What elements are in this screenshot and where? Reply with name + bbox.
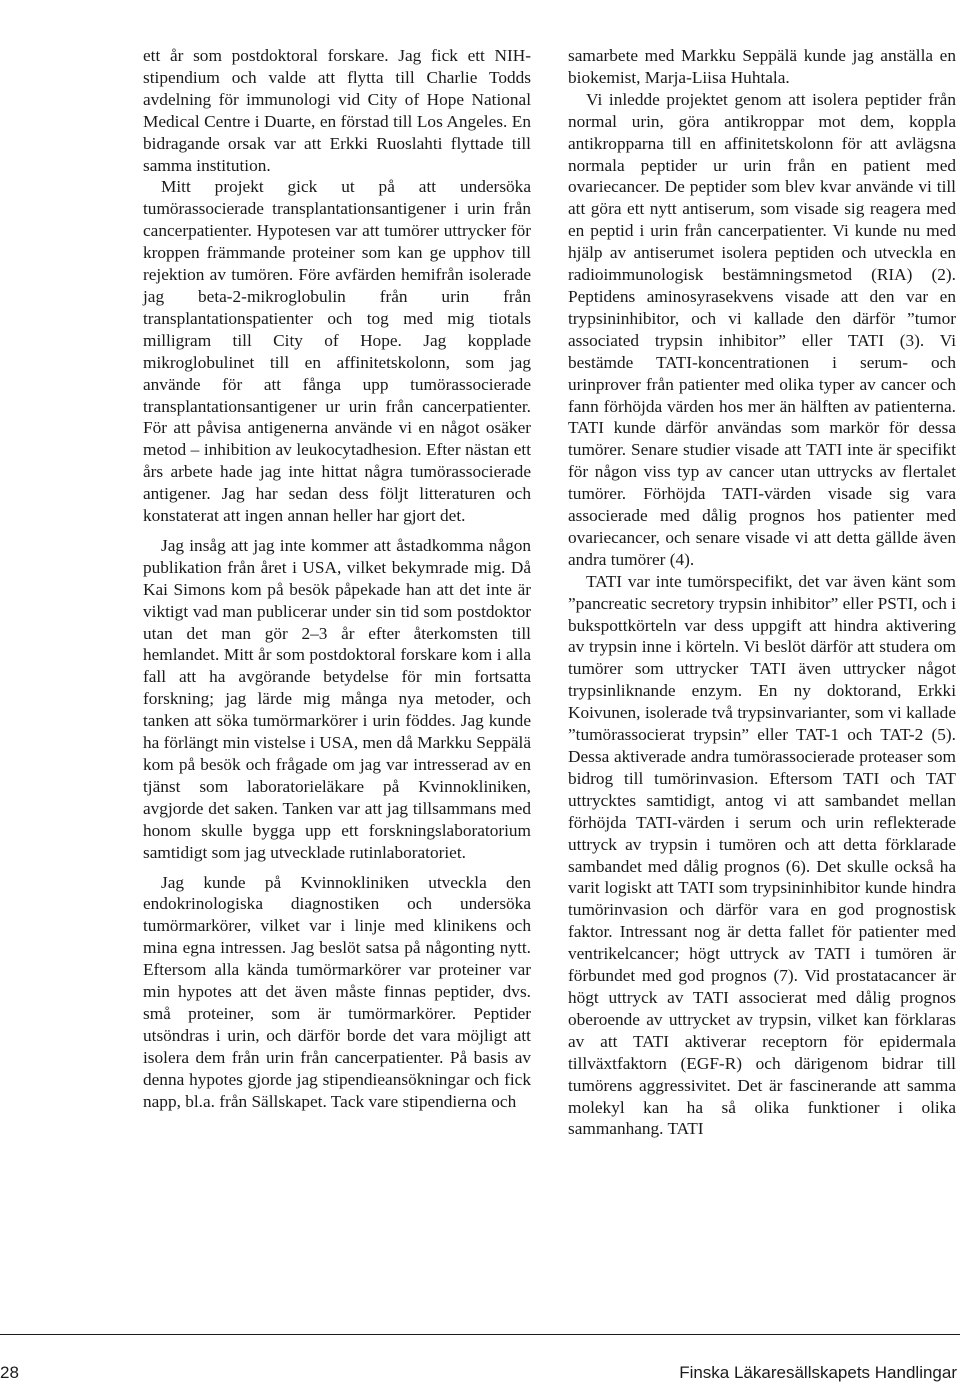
right-text-column bbox=[568, 45, 956, 1140]
paragraph: Jag kunde på Kvinnokliniken utveckla den endokrinologiska diagnostiken och undersöka tumörmarkörer, vilket var i linje med klinikens och mina egna intressen. Jag beslöt satsa på någonting nytt. Eftersom alla kända tumörmarkörer var proteiner var min hypotes att det även måste finnas peptider, dvs. små proteiner, som är tumörmarkörer. Peptider utsöndras i urin, och därför borde det vara möjligt att isolera dem från urin från cancerpatienter. På basis av denna hypotes gjorde jag stipendieansökningar och fick napp, bl.a. från Sällskapet. Tack vare stipendierna och bbox=[143, 872, 531, 1111]
journal-name: Finska Läkaresällskapets Handlingar bbox=[679, 1363, 957, 1382]
paragraph: samarbete med Markku Seppälä kunde jag anställa en biokemist, Marja-Liisa Huhtala. bbox=[568, 46, 956, 87]
paragraph: Jag insåg att jag inte kommer att åstadkomma någon publikation från året i USA, vilket bekymrade mig. Då Kai Simons kom på besök påpekade han att det inte är viktigt vad man publicerar under sin tid som postdoktor utan det man gör 2–3 år efter återkomsten till hemlandet. Mitt år som postdoktoral forskare kom i alla fall att ha avgörande betydelse för min fortsatta forskning; jag lärde mig många nya metoder, och tanken att söka tumörmarkörer i urin föddes. Jag kunde ha förlängt min vistelse i USA, men då Markku Seppälä kom på besök och frågade om jag var intresserad av en tjänst som laboratorieläkare på Kvinnokliniken, avgjorde det saken. Tanken var att jag tillsammans med honom skulle bygga upp ett forskningslaboratorium samtidigt som jag utvecklade rutinlaboratoriet. bbox=[143, 535, 531, 862]
paragraph: ett år som postdoktoral forskare. Jag fick ett NIH-stipendium och valde att flytta till Charlie Todds avdelning för immunologi vid City of Hope National Medical Centre i Duarte, en förstad till Los Angeles. En bidragande orsak var att Erkki Ruoslahti flyttade till samma institution. bbox=[143, 46, 531, 175]
page-number: 28 bbox=[0, 1363, 19, 1382]
footer-rule bbox=[0, 1334, 960, 1335]
left-text-column bbox=[143, 45, 531, 1113]
paragraph: Vi inledde projektet genom att isolera peptider från normal urin, göra antikroppar mot dem, koppla antikropparna till en affinitetskolonn för att avlägsna normala peptider ur urin från en patient med ovariecancer. De peptider som blev kvar använde vi till att göra ett nytt antiserum, som visade sig reagera med en peptid i urin från cancerpatienter. Vi kunde nu med hjälp av antiserumet isolera peptiden och utveckla en radioimmunologisk bestämningsmetod (RIA) (2). Peptidens aminosyrasekvens visade att den var en trypsininhibitor, och vi kallade den därför ”tumor associated trypsin inhibitor” eller TATI (3). Vi bestämde TATI-koncentrationen i serum- och urinprover från patienter med olika typer av cancer och fann förhöjda värden hos mer än hälften av patienterna. TATI kunde därför användas som markör för dessa tumörer. Senare studier visade att TATI inte är specifikt för någon viss typ av cancer utan uttrycks av flertalet tumörer. Förhöjda TATI-värden visade sig vara associerade med dålig prognos hos patienter med ovariecancer, och senare visade vi att detta gällde även andra tumörer (4). bbox=[568, 89, 956, 569]
paragraph: TATI var inte tumörspecifikt, det var även känt som ”pancreatic secretory trypsin inhibitor” eller PSTI, och i bukspottkörteln var dess uppgift att hindra aktivering av trypsin inne i körteln. Vi beslöt därför att studera om tumörer som uttrycker TATI även uttrycker något trypsinliknande enzym. En ny doktorand, Erkki Koivunen, isolerade två trypsinvarianter, som vi kallade ”tumörassocierat trypsin” eller TAT-1 och TAT-2 (5). Dessa aktiverade andra tumörassocierade proteaser som bidrog till tumörinvasion. Eftersom TATI och TAT uttrycktes samtidigt, antog vi att sambandet mellan förhöjda TATI-värden i serum och urin reflekterade uttryck av trypsin i tumören och att detta förklarade sambandet med dålig prognos (6). Det skulle också ha varit logiskt att TATI som trypsininhibitor kunde hindra tumörinvasion och därför vara en god prognostisk faktor. Intressant nog är detta fallet för patienter med ventrikelcancer; högt uttryck av TATI i tumören är förbundet med god prognos (7). Vid prostatacancer är högt uttryck av TATI associerat med dålig prognos oberoende av uttrycket av trypsin, vilket kan förklaras av att TATI aktiverar receptorn för epidermala tillväxtfaktorn (EGF-R) och därigenom bidrar till tumörens aggressivitet. Det är fascinerande att samma molekyl kan ha så olika funktioner i olika sammanhang. TATI bbox=[568, 571, 956, 1139]
paragraph: Mitt projekt gick ut på att undersöka tumörassocierade transplantationsantigener i urin från cancerpatienter. Hypotesen var att tumörer uttrycker för kroppen främmande proteiner som kan ge upphov till rejektion av tumören. Före avfärden hemifrån isolerade jag beta-2-mikroglobulin från urin från transplantationspatienter och tog med mig tiotals milligram till City of Hope. Jag kopplade mikroglobulinet till en affinitetskolonn, som jag använde för att fånga upp tumörassocierade transplantationsantigener ur urin från cancerpatienter. För att påvisa antigenerna använde vi en något osäker metod – inhibition av leukocytadhesion. Efter nästan ett års arbete hade jag inte hittat några tumörassocierade antigener. Jag har sedan dess följt litteraturen och konstaterat att ingen annan heller har gjort det. bbox=[143, 177, 531, 526]
